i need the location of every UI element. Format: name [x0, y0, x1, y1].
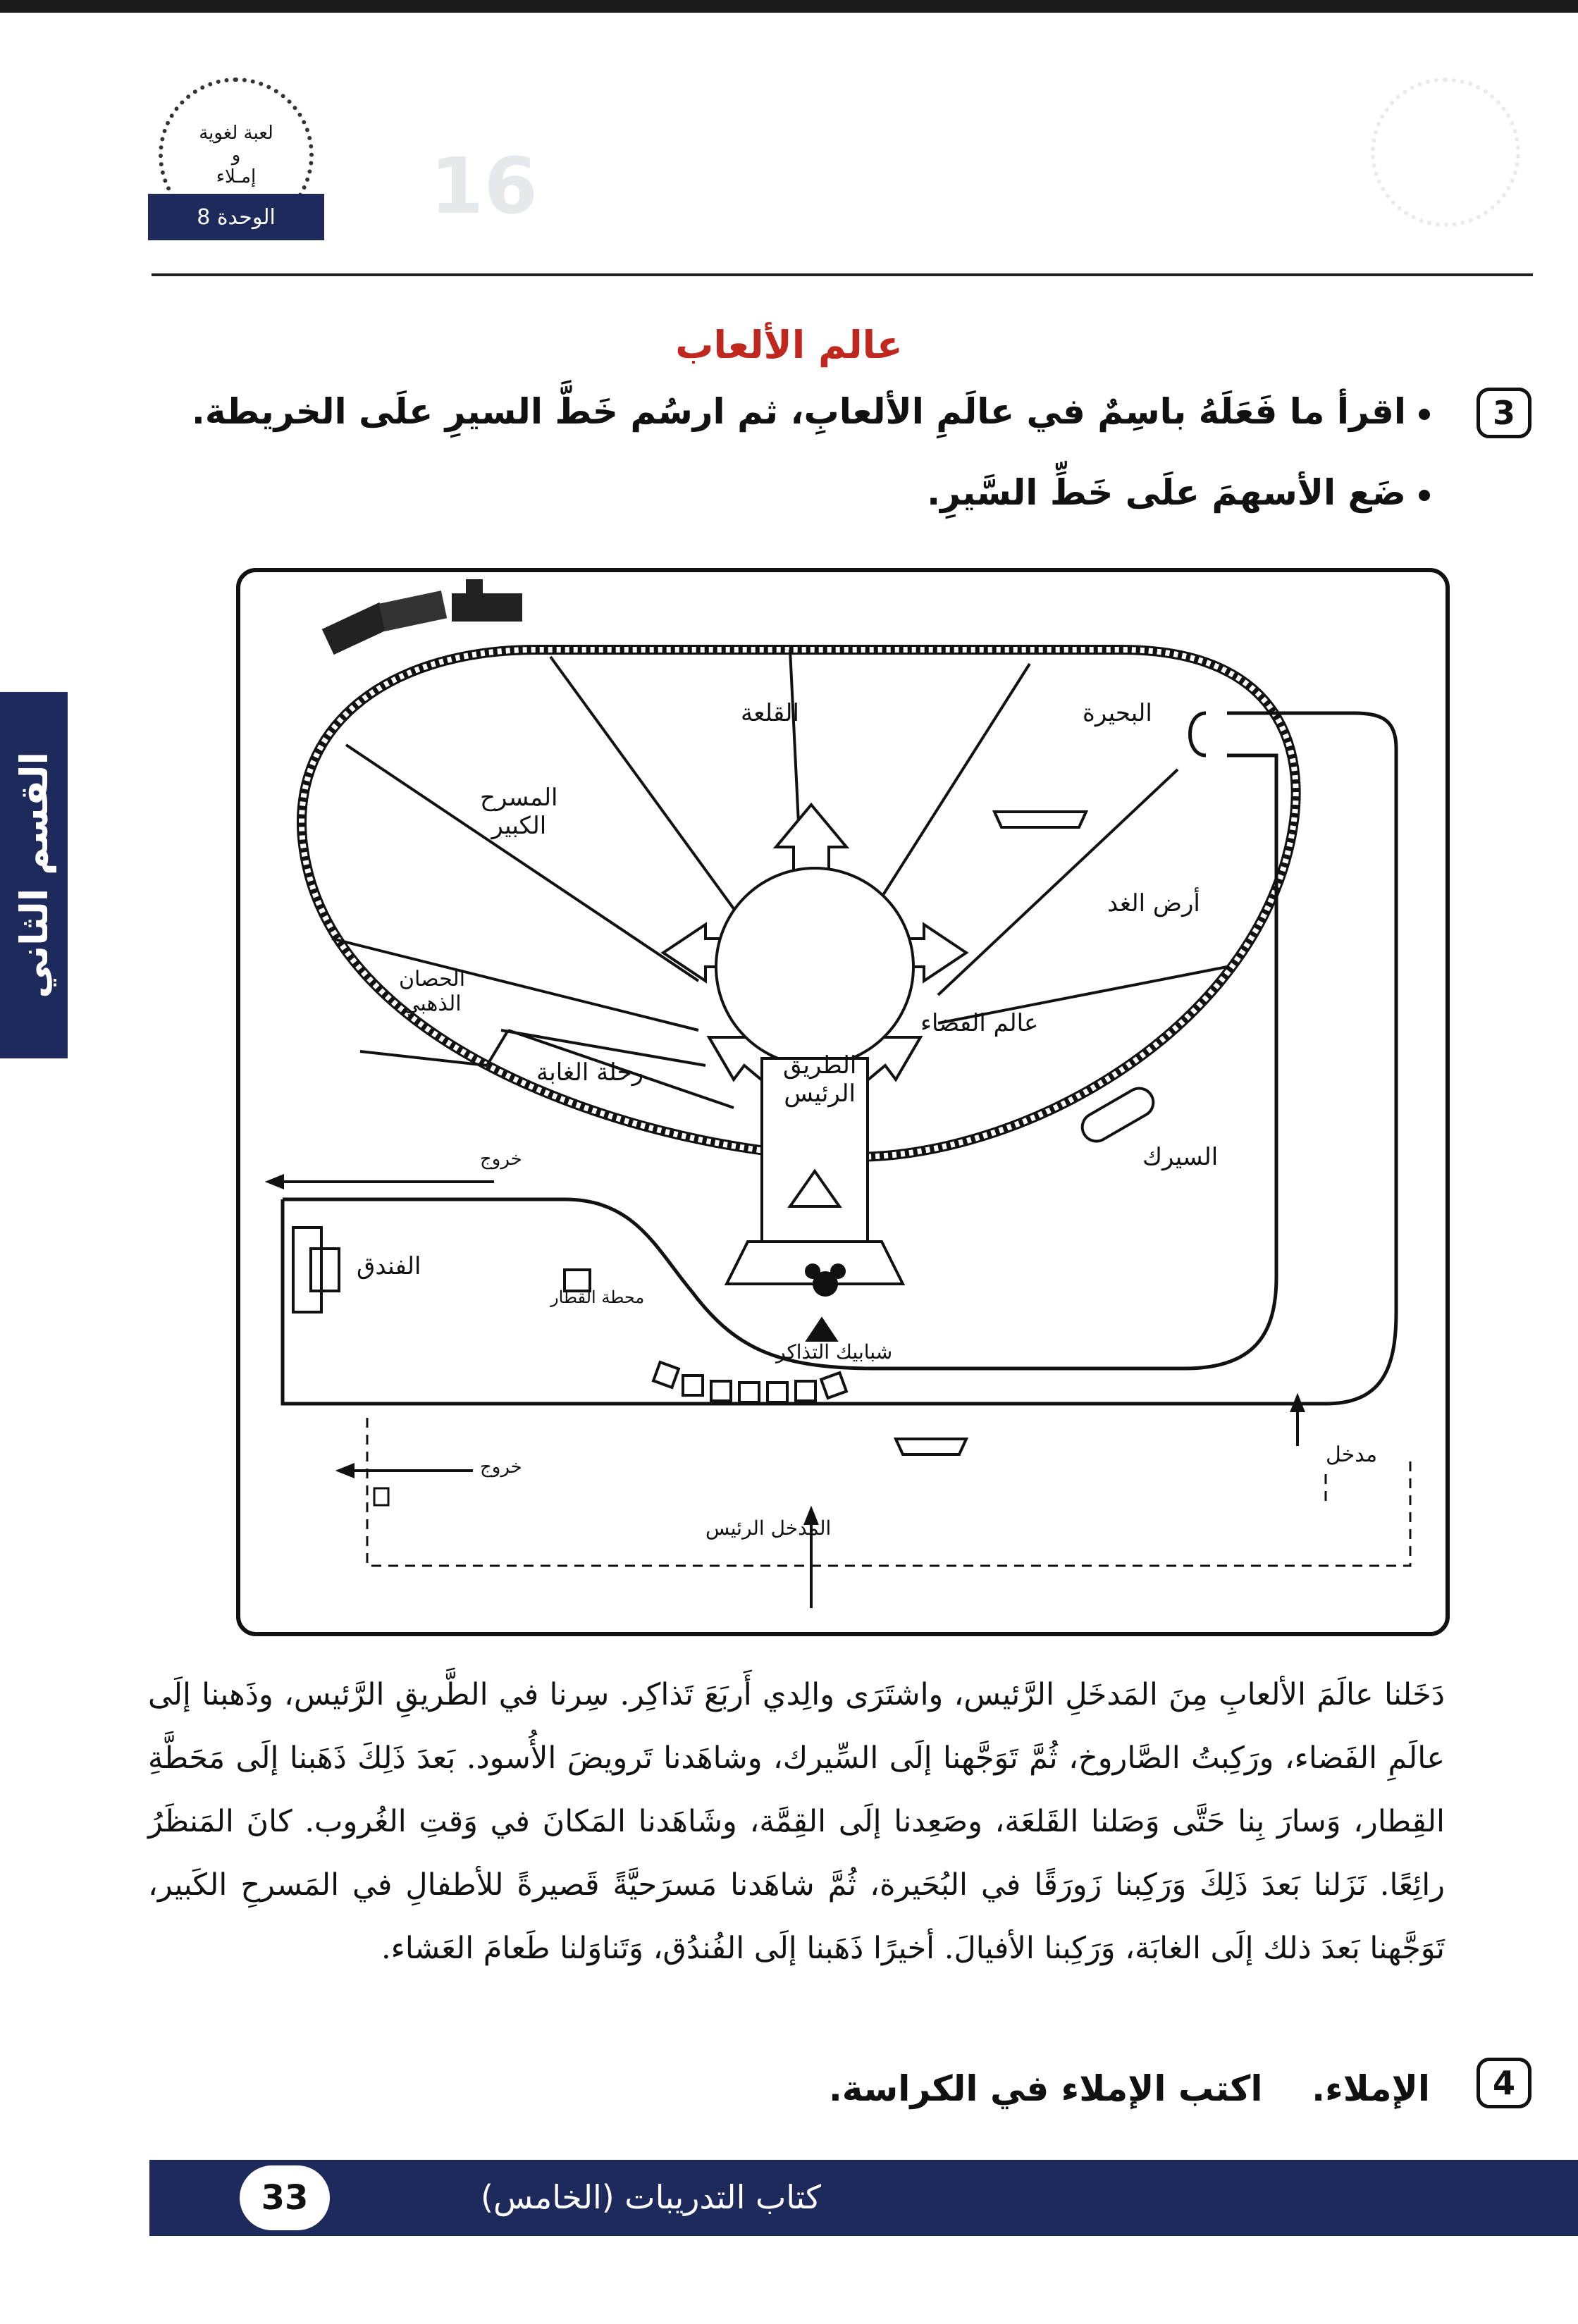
question-3-text: اقرأ ما فَعَلَهُ باسِمٌ في عالَمِ الألعابِ، ثم ارسُم خَطَّ السيرِ علَى الخريطة. [191, 391, 1406, 432]
ghost-number: 16 [430, 141, 538, 231]
map-label-golden-horse: الحصان الذهبي [399, 967, 466, 1016]
header-rule [152, 273, 1533, 276]
question-4-text: اكتب الإملاء في الكراسة. [828, 2068, 1263, 2109]
bullet-icon [1419, 490, 1430, 501]
map-label-circus: السيرك [1142, 1143, 1219, 1171]
story-passage: دَخَلنا عالَمَ الألعابِ مِنَ المَدخَلِ الرَّئيس، واشتَرَى والِدي أَربَعَ تَذاكِر. سِرنا في الطَّريقِ الرَّئيس، وذَهبنا إلَى عالَمِ الفَضاء، ورَكِبتُ الصَّاروخ، ثُمَّ تَوَجَّهنا إلَى السِّيرك، وشاهَدنا تَرويضَ الأُسود. بَعدَ ذَلِكَ ذَهَبنا إلَى مَحَطَّةِ القِطار، وَسارَ بِنا حَتَّى وَصَلنا القَلعَة، وصَعِدنا إلَى القِمَّة، وشَاهَدنا المَكانَ في وَقتِ الغُروب. كانَ المَنظَرُ رائِعًا. نَزَلنا بَعدَ ذَلِكَ وَرَكِبنا زَورَقًا في البُحَيرة، ثُمَّ شاهَدنا مَسرَحيَّةً قَصيرةً للأطفالِ في المَسرحِ الكَبير، تَوَجَّهنا بَعدَ ذلك إلَى الغابَة، وَرَكِبنا الأفيالَ. أخيرًا ذَهَبنا إلَى الفُندُق، وَتَناوَلنا طَعامَ العَشاء. [148, 1677, 1445, 1966]
ghost-badge [1371, 78, 1520, 227]
question-3-bullet-text: ضَع الأسهمَ علَى خَطِّ السَّيرِ. [927, 472, 1406, 513]
question-4-number: 4 [1477, 2058, 1531, 2108]
map-label-train-station: محطة القطار [550, 1287, 645, 1307]
park-map [236, 568, 1450, 1636]
top-edge-band [0, 0, 1578, 13]
question-3-instruction [192, 391, 1430, 432]
map-label-exit-top: خروج [480, 1149, 522, 1170]
question-3-bullet [927, 472, 1430, 513]
map-label-main-road: الطريق الرئيس [783, 1051, 857, 1108]
unit-game-line2: و [231, 144, 241, 166]
footer-bar [149, 2160, 1578, 2236]
map-label-castle: القلعة [741, 699, 799, 727]
hotel-building [293, 1228, 339, 1312]
map-label-exit-bottom: خروج [480, 1457, 522, 1478]
map-label-entrance: مدخل [1326, 1442, 1378, 1467]
unit-badge [148, 78, 324, 247]
map-label-main-entrance: المدخل الرئيس [705, 1516, 832, 1540]
side-tab-label: القسم الثاني [11, 752, 56, 999]
map-label-space-world: عالم الفضاء [920, 1009, 1039, 1037]
question-4-label: الإملاء. [1312, 2068, 1430, 2109]
map-label-tomorrow-land: أرض الغد [1107, 889, 1200, 917]
train-icon [322, 579, 522, 655]
map-label-lake: البحيرة [1083, 699, 1152, 727]
map-label-jungle-trip: رحلة الغابة [536, 1058, 643, 1087]
unit-game-line1: لعبة لغوية [199, 123, 273, 144]
book-title: كتاب التدريبات (الخامس) [481, 2178, 822, 2216]
section-side-tab [0, 692, 68, 1058]
map-label-hotel: الفندق [357, 1252, 421, 1280]
unit-label: الوحدة 8 [148, 194, 324, 240]
section-title: عالم الألعاب [675, 323, 903, 367]
question-4-instruction [829, 2068, 1430, 2109]
question-3-number: 3 [1477, 388, 1531, 438]
bullet-icon [1419, 409, 1430, 420]
map-label-ticket-windows: شبابيك التذاكر [776, 1340, 893, 1364]
main-entrance-path [367, 1418, 1410, 1566]
page-number: 33 [240, 2165, 330, 2230]
unit-game-line3: إمـلاء [216, 166, 257, 187]
booth-small-icon [374, 1488, 388, 1505]
map-label-big-theater: المسرح الكبير [480, 784, 558, 840]
